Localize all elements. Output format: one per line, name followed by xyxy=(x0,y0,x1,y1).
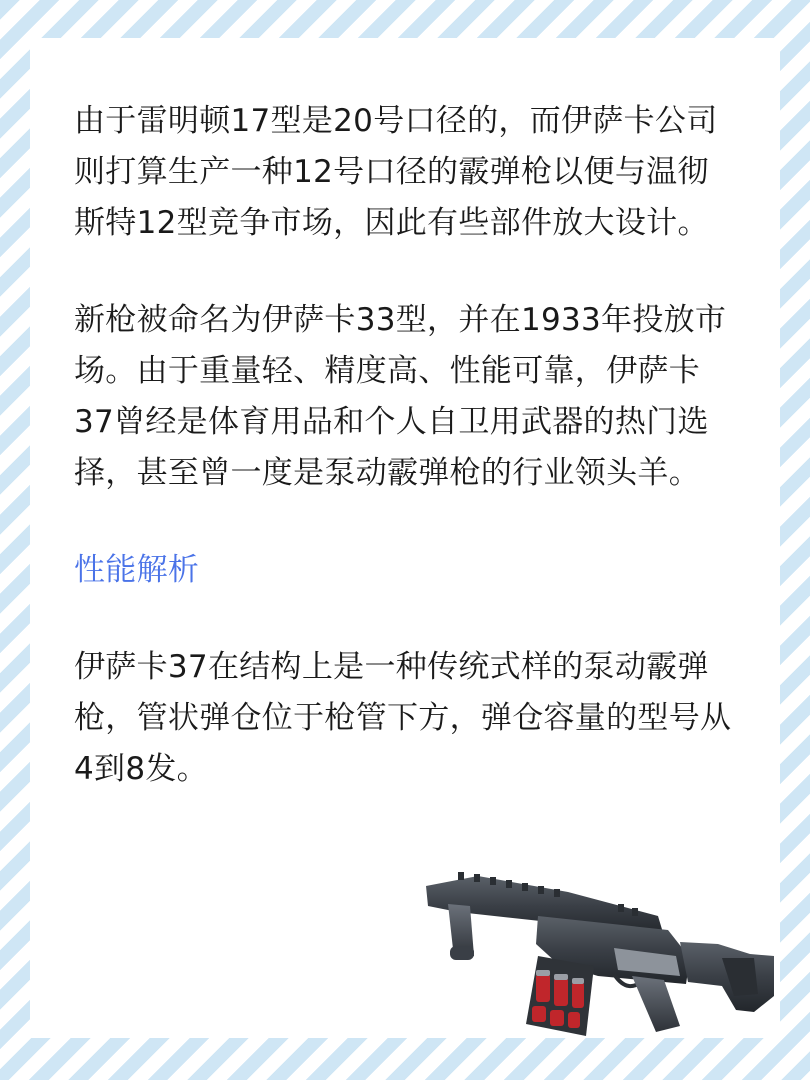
paragraph-naming: 新枪被命名为伊萨卡33型，并在1933年投放市场。由于重量轻、精度高、性能可靠，伊萨卡37曾经是体育用品和个人自卫用武器的热门选择，甚至曾一度是泵动霰弹枪的行业领头羊。 xyxy=(74,302,727,491)
content-card xyxy=(30,38,780,1038)
paragraph-history: 由于雷明顿17型是20号口径的，而伊萨卡公司则打算生产一种12号口径的霰弹枪以便与温彻斯特12型竞争市场，因此有些部件放大设计。 xyxy=(74,103,718,241)
paragraph-performance: 伊萨卡37在结构上是一种传统式样的泵动霰弹枪，管状弹仓位于枪管下方，弹仓容量的型号从4到8发。 xyxy=(74,649,732,787)
section-heading: 性能解析 xyxy=(74,552,200,588)
shotgun-image xyxy=(418,846,778,1041)
